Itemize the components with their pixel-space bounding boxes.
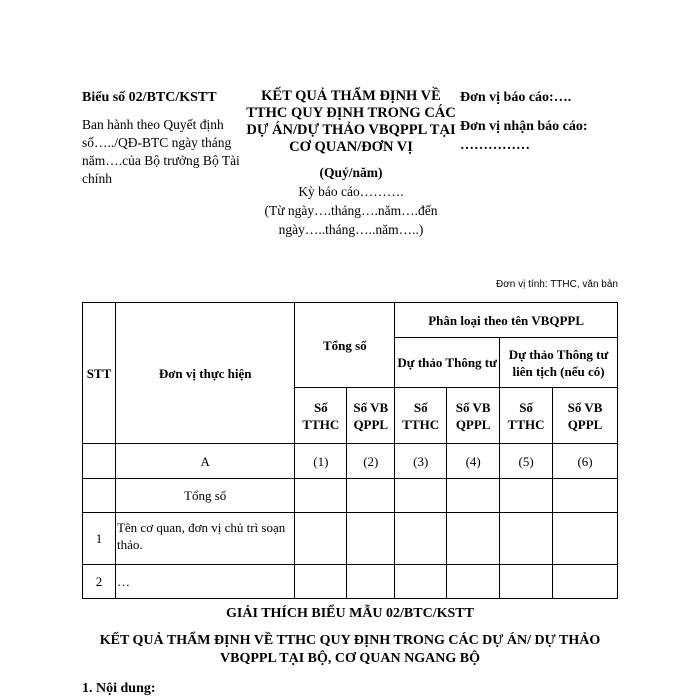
report-period-block [242, 163, 460, 239]
receiving-unit-value: …………… [460, 138, 530, 153]
header-total-tthc: Số TTHC [295, 388, 347, 444]
date-range: (Từ ngày….tháng….năm….đến ngày…..tháng…..năm…..) [264, 203, 438, 237]
row-stt: 2 [83, 565, 116, 599]
table-cell [395, 479, 447, 513]
index-cell [83, 444, 116, 479]
table-header-row-1 [83, 303, 618, 338]
table-total-row [83, 479, 618, 513]
header-joint-vb: Số VB QPPL [553, 388, 618, 444]
header-circular-vb: Số VB QPPL [447, 388, 500, 444]
reporting-unit: Đơn vị báo cáo:…. [460, 90, 572, 105]
header-unit: Đơn vị thực hiện [115, 303, 294, 444]
table-cell [295, 513, 347, 565]
explanation-subtitle: KẾT QUẢ THẨM ĐỊNH VỀ TTHC QUY ĐỊNH TRONG CÁC DỰ ÁN/ DỰ THẢO VBQPPL TẠI BỘ, CƠ QUAN NGANG BỘ [99, 633, 601, 666]
row-unit: Tên cơ quan, đơn vị chủ trì soạn thảo. [115, 513, 294, 565]
index-cell: (4) [447, 444, 500, 479]
index-cell: (5) [500, 444, 553, 479]
index-cell: A [115, 444, 294, 479]
report-title: KẾT QUẢ THẨM ĐỊNH VỀ TTHC QUY ĐỊNH TRONG CÁC DỰ ÁN/DỰ THẢO VBQPPL TẠI CƠ QUAN/ĐƠN VỊ [246, 88, 456, 155]
table-cell [500, 513, 553, 565]
table-row [83, 565, 618, 599]
table-cell [295, 479, 347, 513]
table-cell [500, 479, 553, 513]
index-cell: (3) [395, 444, 447, 479]
table-cell [500, 565, 553, 599]
issued-by-text: Ban hành theo Quyết định số…../QĐ-BTC ngày tháng năm….của Bộ trưởng Bộ Tài chính [82, 117, 240, 186]
content-label: 1. Nội dung: [82, 681, 156, 696]
table-cell [347, 479, 395, 513]
report-table [82, 302, 618, 599]
header-circular-tthc: Số TTHC [395, 388, 447, 444]
row-unit: … [115, 565, 294, 599]
table-cell [447, 513, 500, 565]
index-cell: (1) [295, 444, 347, 479]
table-cell [83, 479, 116, 513]
table-cell [347, 513, 395, 565]
table-cell [447, 479, 500, 513]
index-cell: (2) [347, 444, 395, 479]
header-classification: Phân loại theo tên VBQPPL [395, 303, 618, 338]
header-joint-tthc: Số TTHC [500, 388, 553, 444]
table-index-row [83, 444, 618, 479]
header-total: Tổng số [295, 303, 395, 388]
form-code: Biểu số 02/BTC/KSTT [82, 90, 217, 105]
row-stt: 1 [83, 513, 116, 565]
table-cell [395, 565, 447, 599]
receiving-unit-label: Đơn vị nhận báo cáo: [460, 119, 588, 134]
table-cell [553, 513, 618, 565]
header-stt: STT [83, 303, 116, 444]
table-cell [447, 565, 500, 599]
header-joint-circular: Dự thảo Thông tư liên tịch (nếu có) [500, 338, 618, 388]
table-cell [553, 479, 618, 513]
receiving-unit [460, 117, 660, 155]
table-cell [295, 565, 347, 599]
header-total-vb: Số VB QPPL [347, 388, 395, 444]
table-cell [347, 565, 395, 599]
explanation-title: GIẢI THÍCH BIỂU MẪU 02/BTC/KSTT [226, 606, 474, 621]
table-cell [395, 513, 447, 565]
index-cell: (6) [553, 444, 618, 479]
total-row-label: Tổng số [115, 479, 294, 513]
period-type: (Quý/năm) [319, 165, 383, 180]
header-circular: Dự thảo Thông tư [395, 338, 500, 388]
reporting-period: Kỳ báo cáo………. [298, 184, 404, 199]
table-row [83, 513, 618, 565]
table-cell [553, 565, 618, 599]
unit-note: Đơn vị tính: TTHC, văn bản [496, 279, 618, 290]
